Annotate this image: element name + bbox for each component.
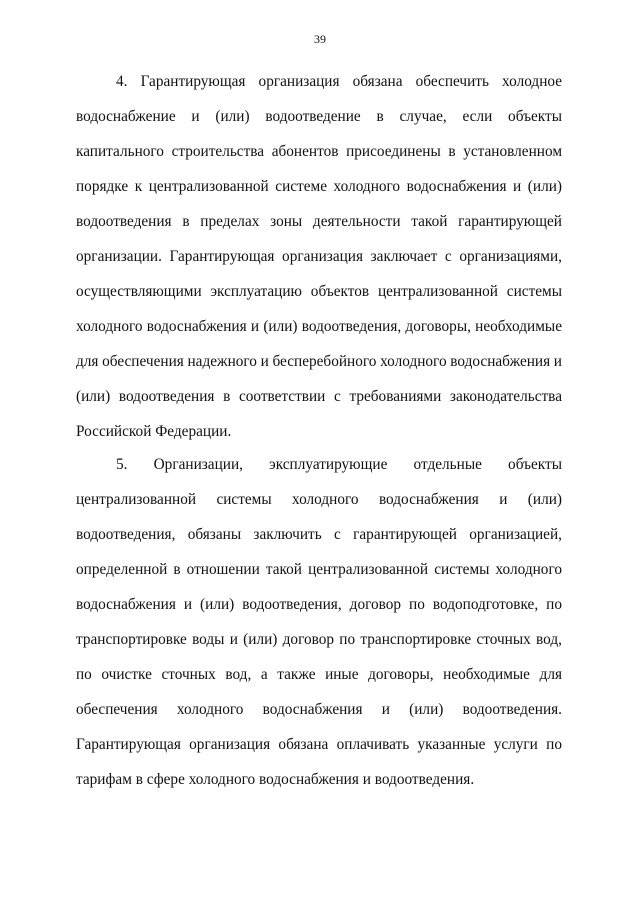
paragraph-line: транспортировке воды и (или) договор по транспортировке сточных вод,	[76, 631, 562, 648]
paragraph-line: тарифам в сфере холодного водоснабжения и водоотведения.	[76, 771, 475, 788]
paragraph-line: водоснабжение и (или) водоотведение в случае, если объекты	[76, 108, 562, 125]
paragraph-line: централизованной системы холодного водоснабжения и (или)	[76, 491, 562, 508]
paragraph-line: организации. Гарантирующая организация заключает с организациями,	[76, 248, 562, 265]
page-number: 39	[314, 32, 326, 46]
paragraph-line: водоотведения, обязаны заключить с гарантирующей организацией,	[76, 526, 562, 543]
paragraph-line: холодного водоснабжения и (или) водоотведения, договоры, необходимые	[76, 318, 562, 335]
paragraph-line: определенной в отношении такой централизованной системы холодного	[76, 561, 562, 578]
paragraph-line: для обеспечения надежного и бесперебойного холодного водоснабжения и	[76, 353, 562, 370]
paragraph-line: капитального строительства абонентов присоединены в установленном	[76, 143, 562, 160]
paragraph-line: водоснабжения и (или) водоотведения, договор по водоподготовке, по	[76, 596, 562, 613]
paragraph-line: Гарантирующая организация обязана оплачивать указанные услуги по	[76, 736, 562, 753]
paragraph-5	[76, 455, 562, 805]
paragraph-line: 4. Гарантирующая организация обязана обеспечить холодное	[116, 73, 562, 90]
paragraph-line: Российской Федерации.	[76, 423, 232, 440]
paragraph-line: 5. Организации, эксплуатирующие отдельные объекты	[116, 456, 562, 473]
paragraph-line: порядке к централизованной системе холодного водоснабжения и (или)	[76, 178, 562, 195]
paragraph-line: по очистке сточных вод, а также иные договоры, необходимые для	[76, 666, 562, 683]
paragraph-line: обеспечения холодного водоснабжения и (или) водоотведения.	[76, 701, 562, 718]
paragraph-4	[76, 72, 562, 457]
paragraph-line: (или) водоотведения в соответствии с требованиями законодательства	[76, 388, 562, 405]
paragraph-line: осуществляющими эксплуатацию объектов централизованной системы	[76, 283, 562, 300]
paragraph-line: водоотведения в пределах зоны деятельности такой гарантирующей	[76, 213, 562, 230]
